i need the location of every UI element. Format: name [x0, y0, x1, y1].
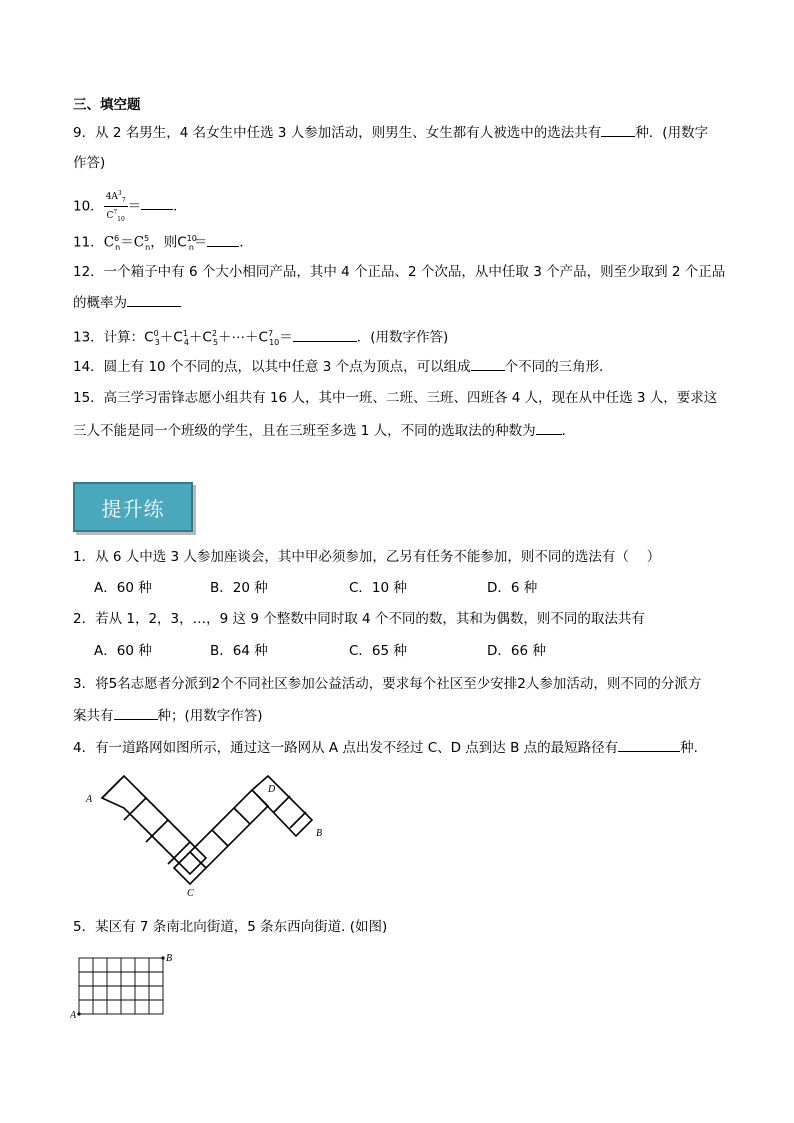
- question-12: 12．一个箱子中有 6 个大小相同产品，其中 4 个正品、2 个次品，从中任取 3 个产品，则至少取到 2 个正品: [73, 264, 726, 280]
- option-c: C．65 种: [349, 643, 407, 659]
- problem-3-cont: 案共有 种；(用数字作答): [73, 705, 263, 726]
- problem-5: 5．某区有 7 条南北向街道，5 条东西向街道. (如图): [73, 919, 388, 935]
- question-12-cont: 的概率为: [73, 292, 181, 313]
- section-title: 三、填空题: [73, 97, 141, 113]
- option-d: D．66 种: [487, 643, 546, 659]
- answer-blank: [293, 327, 357, 342]
- section-banner: 提升练: [73, 482, 193, 532]
- point-a-label: A: [70, 1010, 77, 1021]
- question-15-cont: 三人不能是同一个班级的学生，且在三班至多选 1 人，不同的选取法的种数为 ．: [73, 420, 575, 441]
- question-10: 10． $\frac{4A^3_7}{C^7_{10}}$ ＝ ．: [73, 190, 187, 223]
- answer-blank: [114, 705, 158, 720]
- question-15: 15．高三学习雷锋志愿小组共有 16 人，其中一班、二班、三班、四班各 4 人，现在从中任选 3 人，要求这: [73, 390, 718, 406]
- question-14: 14．圆上有 10 个不同的点，以其中任意 3 个点为顶点，可以组成 个不同的三角形．: [73, 356, 613, 377]
- problem-4: 4．有一道路网如图所示，通过这一路网从 A 点出发不经过 C、D 点到达 B 点的最短路径有 种.: [73, 737, 698, 758]
- point-b-label: B: [166, 953, 173, 964]
- question-11: 11．$C^6_n=C^5_n$，则$C^{10}_n=$ ．: [73, 229, 253, 258]
- answer-blank: [127, 292, 181, 307]
- problem-3: 3．将5名志愿者分派到2个不同社区参加公益活动，要求每个社区至少安排2人参加活动，则不同的分派方: [73, 676, 702, 692]
- option-d: D．6 种: [487, 580, 538, 596]
- answer-blank: [536, 420, 562, 435]
- option-b: B．64 种: [210, 643, 268, 659]
- option-b: B．20 种: [210, 580, 268, 596]
- point-c-label: C: [187, 888, 194, 899]
- answer-blank: [207, 232, 239, 247]
- question-13: 13．计算：$C^0_3+C^1_4+C^2_5+\cdots+C^7_{10}=$ ．(用数字作答): [73, 324, 448, 353]
- question-9-cont: 作答): [73, 155, 106, 171]
- point-b-label: B: [316, 828, 323, 839]
- road-network-figure: [80, 770, 340, 900]
- answer-blank: [471, 356, 505, 371]
- answer-blank: [618, 737, 680, 752]
- point-a-label: A: [86, 794, 93, 805]
- street-grid-figure: [70, 952, 190, 1022]
- fraction: $\frac{4A^3_7}{C^7_{10}}$: [105, 190, 126, 223]
- answer-blank: [601, 122, 635, 137]
- problem-2: 2．若从 1，2，3，…，9 这 9 个整数中同时取 4 个不同的数，其和为偶数，则不同的取法共有: [73, 611, 645, 627]
- answer-blank: [141, 195, 173, 210]
- option-a: A．60 种: [94, 643, 152, 659]
- problem-1: 1．从 6 人中选 3 人参加座谈会，其中甲必须参加，乙另有任务不能参加，则不同的选法有（ ）: [73, 549, 661, 565]
- point-d-label: D: [268, 784, 276, 795]
- option-c: C．10 种: [349, 580, 407, 596]
- option-a: A．60 种: [94, 580, 152, 596]
- question-9: 9．从 2 名男生，4 名女生中任选 3 人参加活动，则男生、女生都有人被选中的选法共有 种．(用数字: [73, 122, 708, 143]
